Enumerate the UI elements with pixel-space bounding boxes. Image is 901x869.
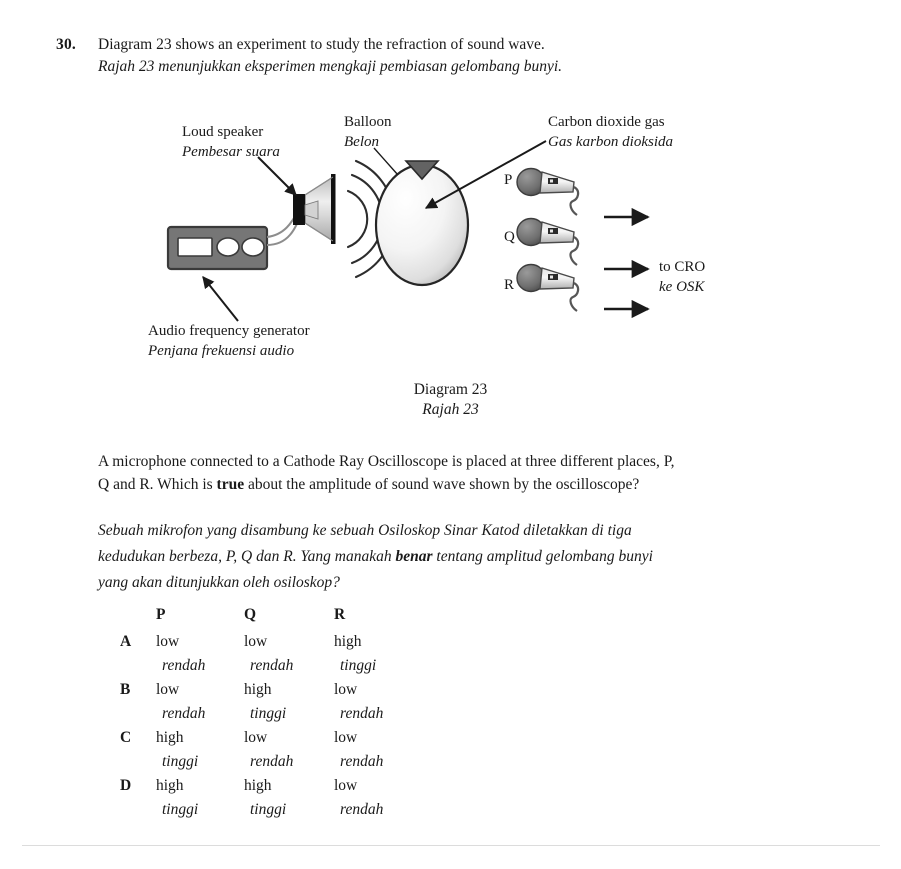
answer-a-q-en: low <box>244 633 268 650</box>
answer-options-table <box>120 606 424 825</box>
answer-a-q-ms: rendah <box>250 657 294 674</box>
body-en-emphasis: true <box>216 476 245 493</box>
body-en-part2: about the amplitude of sound wave shown by the oscilloscope? <box>244 476 640 493</box>
label-balloon-en: Balloon <box>344 114 392 130</box>
page-divider <box>22 845 880 846</box>
label-loud-speaker <box>182 122 280 162</box>
answer-row-c-en[interactable] <box>120 729 424 753</box>
label-audio-frequency-generator <box>148 321 310 361</box>
balloon-icon <box>376 161 468 285</box>
answer-header-q: Q <box>244 606 257 623</box>
answer-row-d-ms <box>120 801 424 825</box>
answer-header-r: R <box>334 606 346 623</box>
microphone-q-icon <box>517 219 578 266</box>
body-ms-part1: Sebuah mikrofon yang disambung ke sebuah Osiloskop Sinar Katod diletakkan di tiga kedudukan berbeza, P, Q dan R. Yang manakah <box>98 522 632 565</box>
answer-row-a-en[interactable] <box>120 633 424 657</box>
answer-row-c-ms <box>120 753 424 777</box>
body-ms-emphasis: benar <box>395 548 433 565</box>
loud-speaker-icon <box>293 174 336 244</box>
question-body-english <box>98 450 678 496</box>
answer-b-spacer <box>120 705 156 729</box>
label-loud-speaker-ms: Pembesar suara <box>182 144 280 160</box>
answer-c-r-en: low <box>334 729 358 746</box>
microphone-label-r: R <box>504 277 515 293</box>
answer-d-q-ms: tinggi <box>250 801 287 818</box>
label-balloon-ms: Belon <box>344 134 379 150</box>
cro-signal-arrows <box>604 217 648 309</box>
label-loud-speaker-en: Loud speaker <box>182 124 264 140</box>
answer-b-r-en: low <box>334 681 358 698</box>
question-text-malay: Rajah 23 menunjukkan eksperimen mengkaji pembiasan gelombang bunyi. <box>98 58 563 75</box>
answer-b-q-ms: tinggi <box>250 705 287 722</box>
answer-row-b-ms <box>120 705 424 729</box>
answer-row-b-en[interactable] <box>120 681 424 705</box>
answer-a-p-en: low <box>156 633 180 650</box>
answer-a-p-ms: rendah <box>162 657 206 674</box>
answer-letter-a: A <box>120 633 132 650</box>
label-carbon-dioxide-en: Carbon dioxide gas <box>548 114 665 130</box>
answer-c-spacer <box>120 753 156 777</box>
answer-c-p-en: high <box>156 729 184 746</box>
leader-loudspeaker <box>258 157 296 195</box>
answer-d-r-en: low <box>334 777 358 794</box>
answer-b-p-ms: rendah <box>162 705 206 722</box>
body-en-part1: A microphone connected to a Cathode Ray Oscilloscope is placed at three different places, P, Q and R. Which is <box>98 453 675 493</box>
answer-a-spacer <box>120 657 156 681</box>
answer-d-q-en: high <box>244 777 272 794</box>
label-to-cro-ms: ke OSK <box>659 279 705 295</box>
question-text-english: Diagram 23 shows an experiment to study the refraction of sound wave. <box>98 36 545 53</box>
label-audio-frequency-generator-en: Audio frequency generator <box>148 323 310 339</box>
answer-c-q-ms: rendah <box>250 753 294 770</box>
label-carbon-dioxide-ms: Gas karbon dioksida <box>548 134 673 150</box>
diagram-caption-ms: Rajah 23 <box>422 401 479 418</box>
answer-c-r-ms: rendah <box>340 753 384 770</box>
answer-header-blank <box>120 606 156 633</box>
leader-balloon <box>374 148 398 175</box>
label-audio-frequency-generator-ms: Penjana frekuensi audio <box>148 343 295 359</box>
answer-b-p-en: low <box>156 681 180 698</box>
answer-header-p: P <box>156 606 166 623</box>
answer-c-q-en: low <box>244 729 268 746</box>
answer-header-row <box>120 606 424 633</box>
label-to-cro-en: to CRO <box>659 259 706 275</box>
answer-c-p-ms: tinggi <box>162 753 199 770</box>
answer-d-r-ms: rendah <box>340 801 384 818</box>
question-number: 30. <box>56 36 76 53</box>
microphone-r-icon <box>517 265 578 312</box>
microphone-p-icon <box>517 169 578 216</box>
diagram-caption-en: Diagram 23 <box>413 381 488 398</box>
question-body-malay <box>98 518 678 596</box>
experiment-diagram <box>0 95 901 385</box>
answer-d-p-en: high <box>156 777 184 794</box>
answer-b-r-ms: rendah <box>340 705 384 722</box>
leader-audio-frequency-generator <box>203 277 238 321</box>
microphone-label-q: Q <box>504 229 515 245</box>
answer-d-p-ms: tinggi <box>162 801 199 818</box>
label-carbon-dioxide <box>548 112 673 152</box>
audio-frequency-generator-icon <box>168 227 267 269</box>
answer-letter-c: C <box>120 729 132 746</box>
answer-letter-b: B <box>120 681 131 698</box>
answer-row-a-ms <box>120 657 424 681</box>
answer-a-r-ms: tinggi <box>340 657 377 674</box>
body-ms-part2: tentang amplitud gelombang bunyi yang akan ditunjukkan oleh osiloskop? <box>98 548 653 591</box>
answer-d-spacer <box>120 801 156 825</box>
answer-b-q-en: high <box>244 681 272 698</box>
answer-row-d-en[interactable] <box>120 777 424 801</box>
microphone-label-p: P <box>504 172 513 188</box>
label-balloon <box>344 112 392 152</box>
answer-letter-d: D <box>120 777 132 794</box>
answer-a-r-en: high <box>334 633 362 650</box>
label-to-cro <box>659 257 705 297</box>
